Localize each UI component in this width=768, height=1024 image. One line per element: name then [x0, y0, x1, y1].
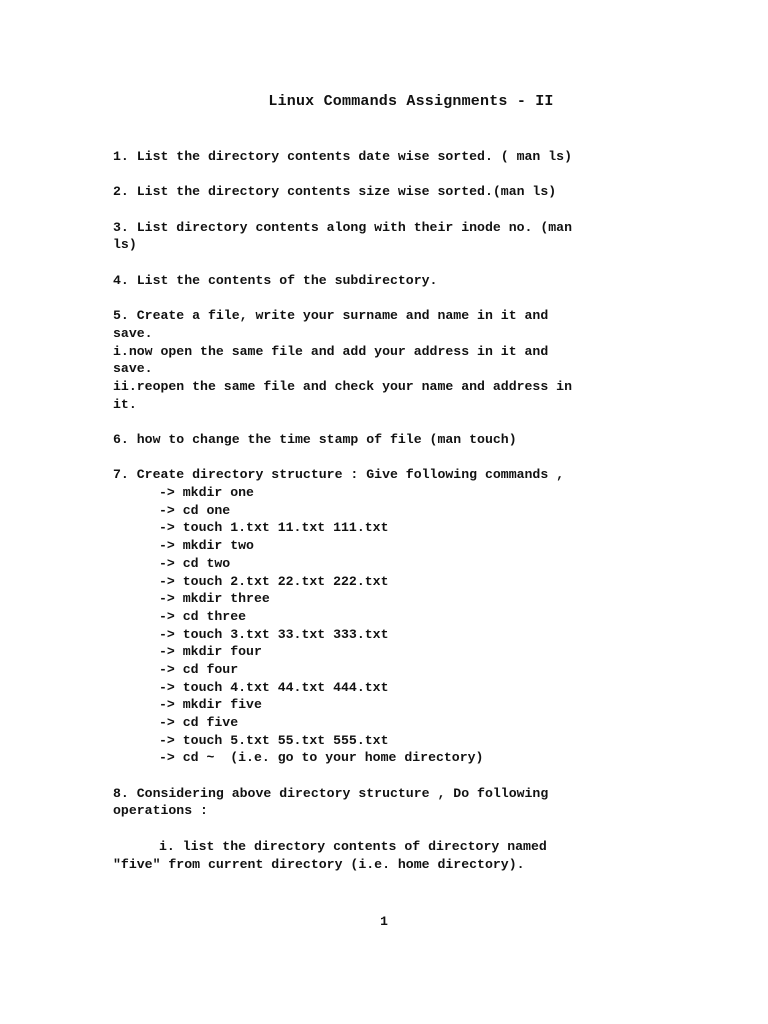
command-line: -> cd four: [159, 661, 239, 677]
spacer: [113, 290, 645, 308]
command-line: -> touch 5.txt 55.txt 555.txt: [159, 732, 389, 748]
command-line: -> touch 2.txt 22.txt 222.txt: [159, 573, 389, 589]
command-line: -> touch 4.txt 44.txt 444.txt: [159, 679, 389, 695]
command-line: -> cd three: [159, 608, 247, 624]
question-5-line: ii.reopen the same file and check your name and address in: [113, 378, 572, 394]
spacer: [113, 820, 645, 838]
question-5-line: it.: [113, 396, 137, 412]
command-line: -> mkdir four: [159, 644, 262, 660]
question-7: [113, 466, 645, 767]
spacer: [113, 767, 645, 785]
question-3-line: ls): [113, 237, 137, 253]
spacer: [113, 254, 645, 272]
question-3-line: 3. List directory contents along with their inode no. (man: [113, 219, 572, 235]
assignment-list: [113, 148, 645, 873]
command-line: -> mkdir one: [159, 485, 254, 501]
question-5-line: save.: [113, 361, 153, 377]
question-8-heading: 8. Considering above directory structure , Do following: [113, 785, 549, 801]
command-line: -> mkdir three: [159, 591, 270, 607]
spacer: [113, 166, 645, 184]
command-line: -> cd two: [159, 555, 231, 571]
page-number: 1: [380, 914, 388, 929]
question-8-sub-i: i. list the directory contents of directory named: [159, 838, 547, 854]
command-line: -> cd one: [159, 502, 231, 518]
command-line: -> touch 3.txt 33.txt 333.txt: [159, 626, 389, 642]
command-line: -> mkdir two: [159, 538, 254, 554]
question-4: 4. List the contents of the subdirectory.: [113, 272, 438, 288]
question-8: [113, 785, 645, 873]
question-3: [113, 219, 645, 254]
question-2: 2. List the directory contents size wise sorted.(man ls): [113, 184, 557, 200]
command-line: -> touch 1.txt 11.txt 111.txt: [159, 520, 389, 536]
question-6: 6. how to change the time stamp of file (man touch): [113, 432, 517, 447]
question-5-line: 5. Create a file, write your surname and name in it and: [113, 308, 549, 324]
spacer: [113, 413, 645, 431]
command-line: -> cd ~ (i.e. go to your home directory): [159, 750, 484, 766]
command-line: -> mkdir five: [159, 697, 262, 713]
spacer: [113, 449, 645, 467]
question-5: [113, 307, 645, 413]
question-8-heading: operations :: [113, 803, 208, 819]
question-5-line: i.now open the same file and add your address in it and: [113, 343, 549, 359]
question-8-sub-i: "five" from current directory (i.e. home directory).: [113, 856, 525, 872]
spacer: [113, 201, 645, 219]
document-title: Linux Commands Assignments - II: [268, 93, 554, 110]
question-5-line: save.: [113, 325, 153, 341]
question-7-heading: 7. Create directory structure : Give following commands ,: [113, 467, 565, 483]
question-1: 1. List the directory contents date wise sorted. ( man ls): [113, 149, 572, 164]
command-line: -> cd five: [159, 715, 239, 730]
